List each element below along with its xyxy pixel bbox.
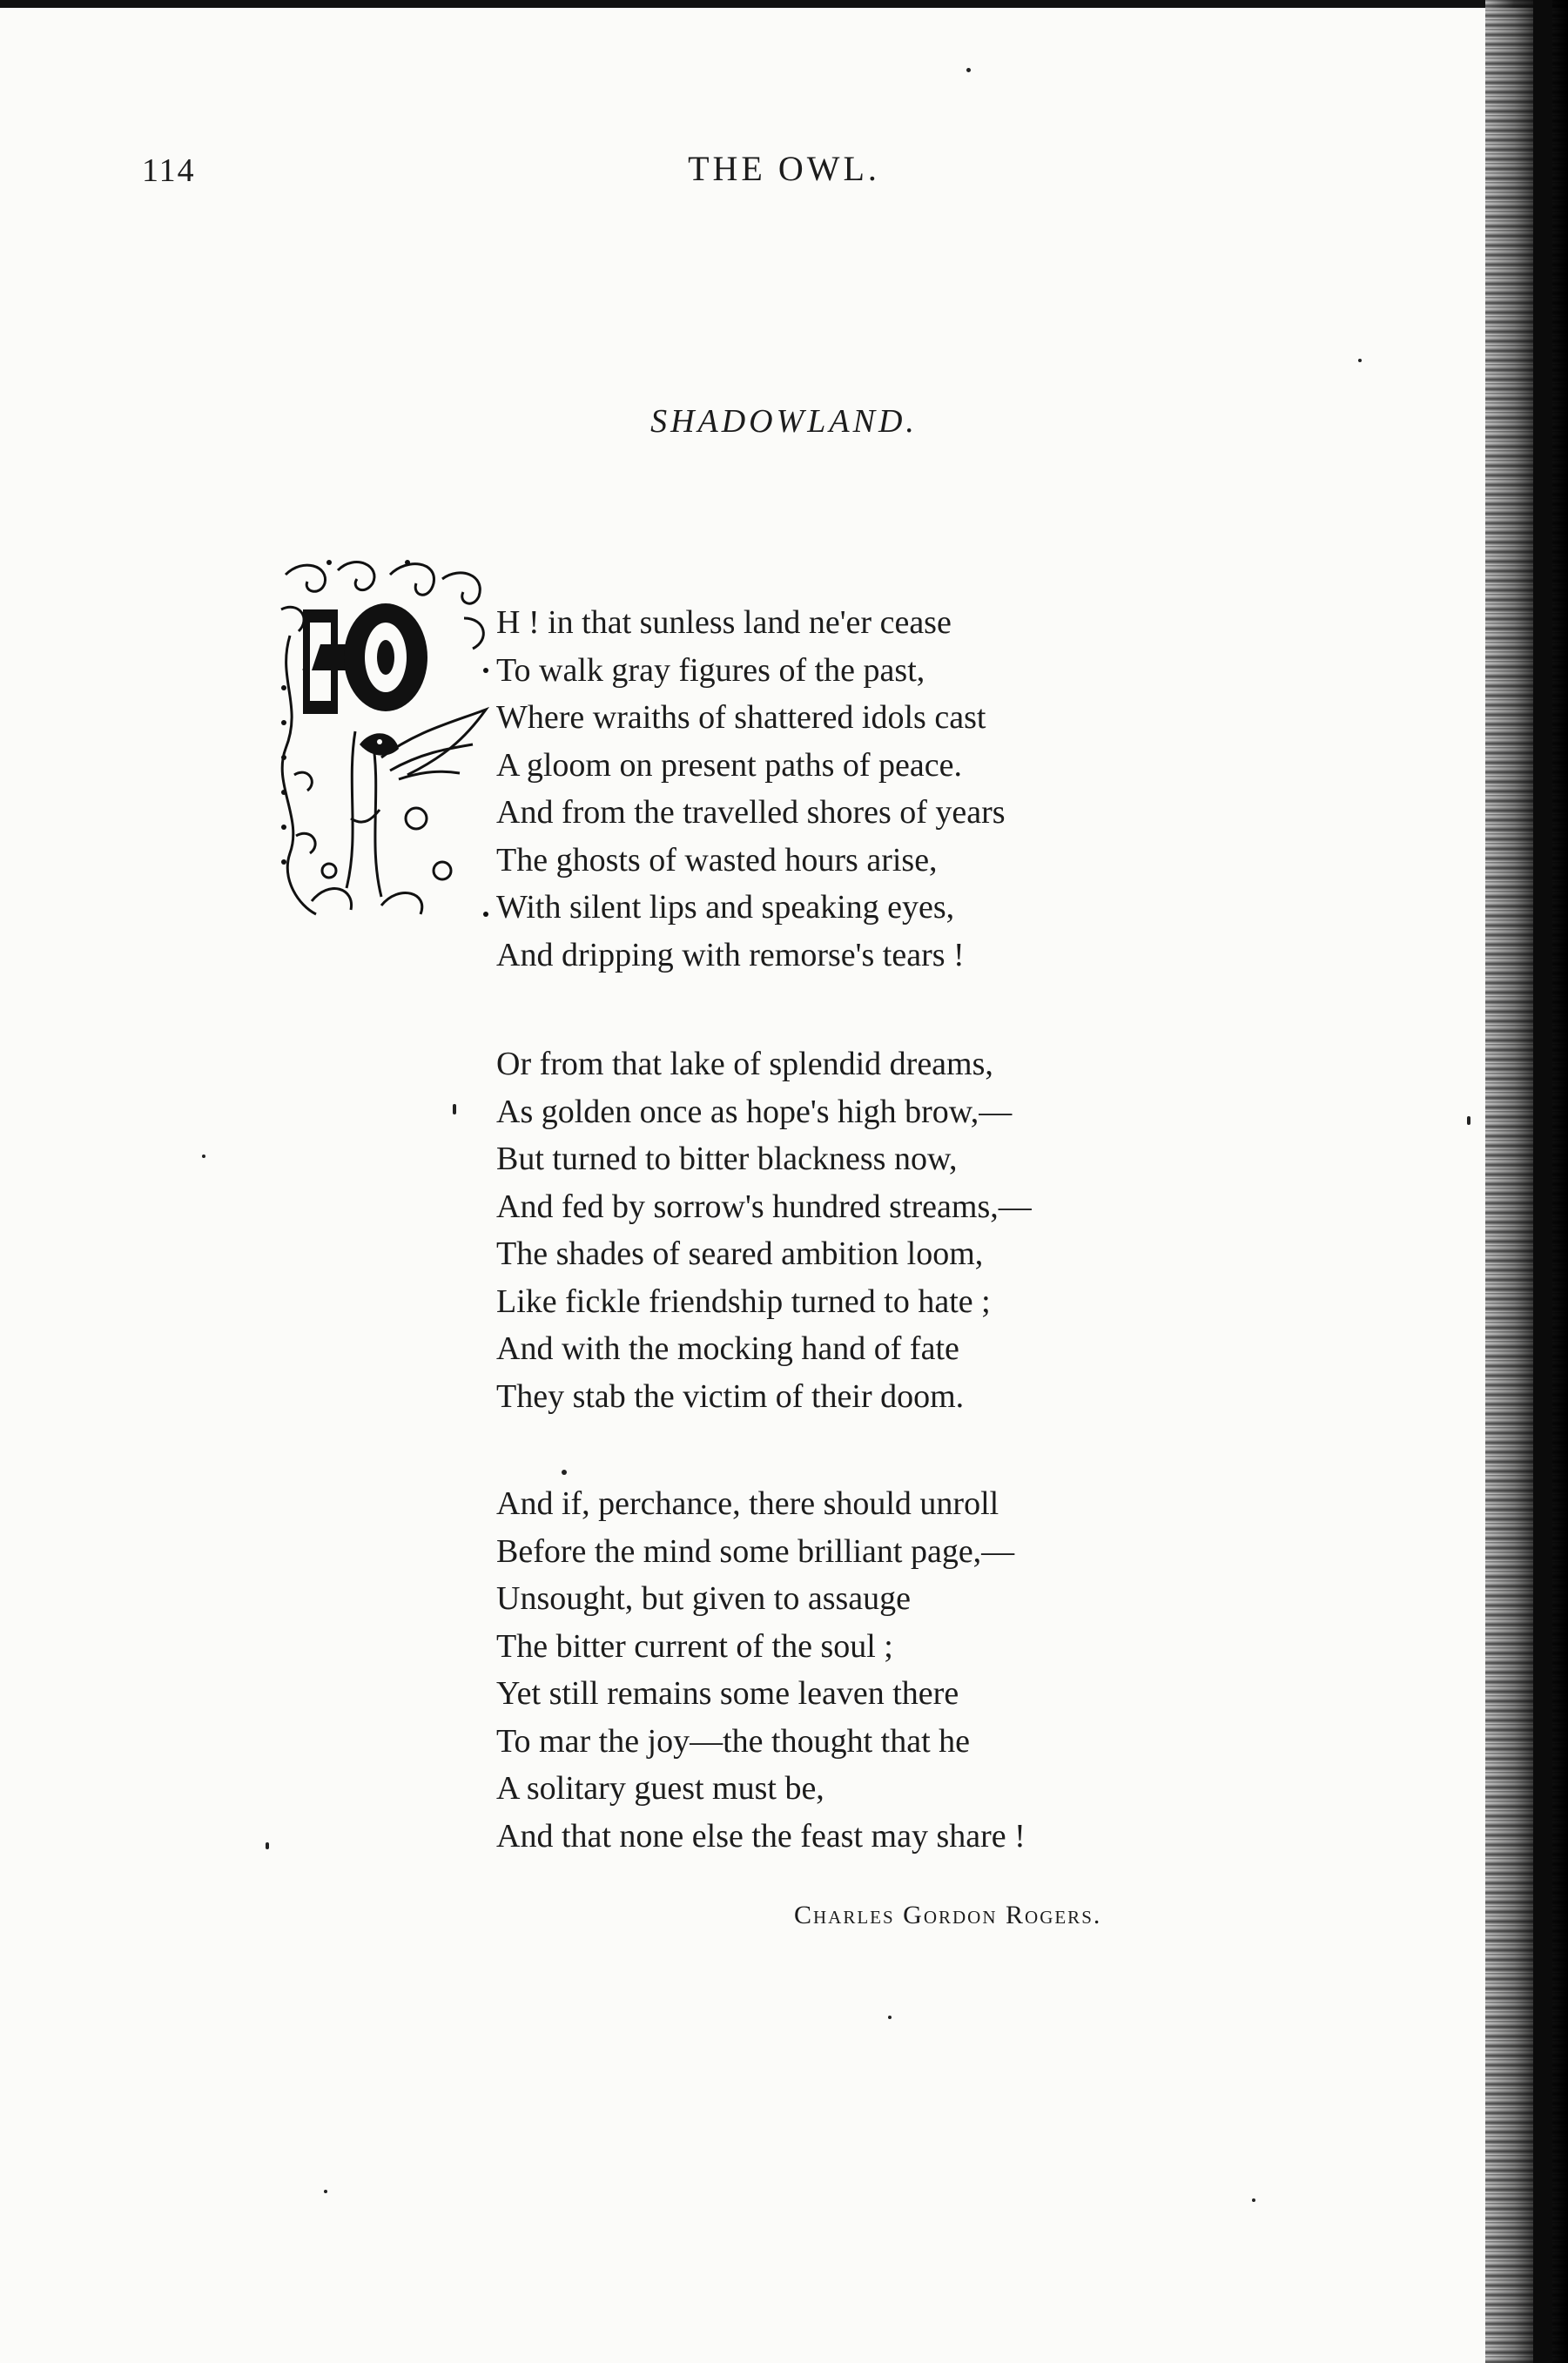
page-edge-binding: [1533, 0, 1552, 2363]
poem-line: Like fickle friendship turned to hate ;: [496, 1282, 991, 1320]
stanza-2: [496, 1040, 1193, 1420]
scan-speck: [324, 2190, 327, 2193]
poem-line: Where wraiths of shattered idols cast: [496, 699, 986, 736]
stanza-3: [496, 1480, 1193, 1860]
author-attribution: Charles Gordon Rogers.: [794, 1901, 1102, 1929]
poem-line: And that none else the feast may share !: [496, 1817, 1026, 1855]
scan-speck: [1358, 359, 1362, 362]
scan-speck: [562, 1470, 567, 1475]
poem-line: Or from that lake of splendid dreams,: [496, 1046, 993, 1082]
poem-line: H ! in that sunless land ne'er cease: [496, 604, 952, 641]
poem-line: And with the mocking hand of fate: [496, 1330, 959, 1367]
scan-speck: [888, 2016, 892, 2019]
scan-speck: [202, 1155, 205, 1158]
poem-line: And from the travelled shores of years: [496, 794, 1006, 831]
poem-title: SHADOWLAND.: [650, 403, 918, 440]
running-head: THE OWL.: [688, 149, 880, 188]
scan-speck: [1252, 2198, 1255, 2202]
scan-speck: [266, 1842, 269, 1849]
poem-line: As golden once as hope's high brow,—: [496, 1093, 1013, 1130]
top-border: [0, 0, 1568, 8]
poem-line: The ghosts of wasted hours arise,: [496, 841, 938, 879]
poem-line: The bitter current of the soul ;: [496, 1627, 893, 1665]
poem-line: Before the mind some brilliant page,—: [496, 1532, 1015, 1570]
ornamental-drop-cap-image: [277, 557, 493, 921]
poem-line: A solitary guest must be,: [496, 1770, 824, 1807]
poem-line: To mar the joy—the thought that he: [496, 1722, 971, 1760]
poem-line: A gloom on present paths of peace.: [496, 746, 963, 784]
poem-line: Unsought, but given to assauge: [496, 1580, 912, 1617]
scan-speck: [453, 1104, 456, 1114]
poem-line: And fed by sorrow's hundred streams,—: [496, 1188, 1032, 1225]
poem-line: To walk gray figures of the past,: [496, 651, 925, 689]
stanza-1: [496, 599, 1193, 979]
poem-line: The shades of seared ambition loom,: [496, 1235, 984, 1272]
poem-line: But turned to bitter blackness now,: [496, 1141, 958, 1177]
page-number: 114: [142, 152, 196, 189]
scan-speck: [1467, 1116, 1470, 1125]
scan-speck: [966, 68, 971, 72]
poem-line: With silent lips and speaking eyes,: [496, 889, 955, 926]
poem-line: And dripping with remorse's tears !: [496, 936, 965, 973]
poem-line: They stab the victim of their doom.: [496, 1377, 965, 1415]
poem-line: Yet still remains some leaven there: [496, 1675, 959, 1712]
poem-line: And if, perchance, there should unroll: [496, 1485, 999, 1522]
page-edge-shadow: [1485, 0, 1568, 2363]
